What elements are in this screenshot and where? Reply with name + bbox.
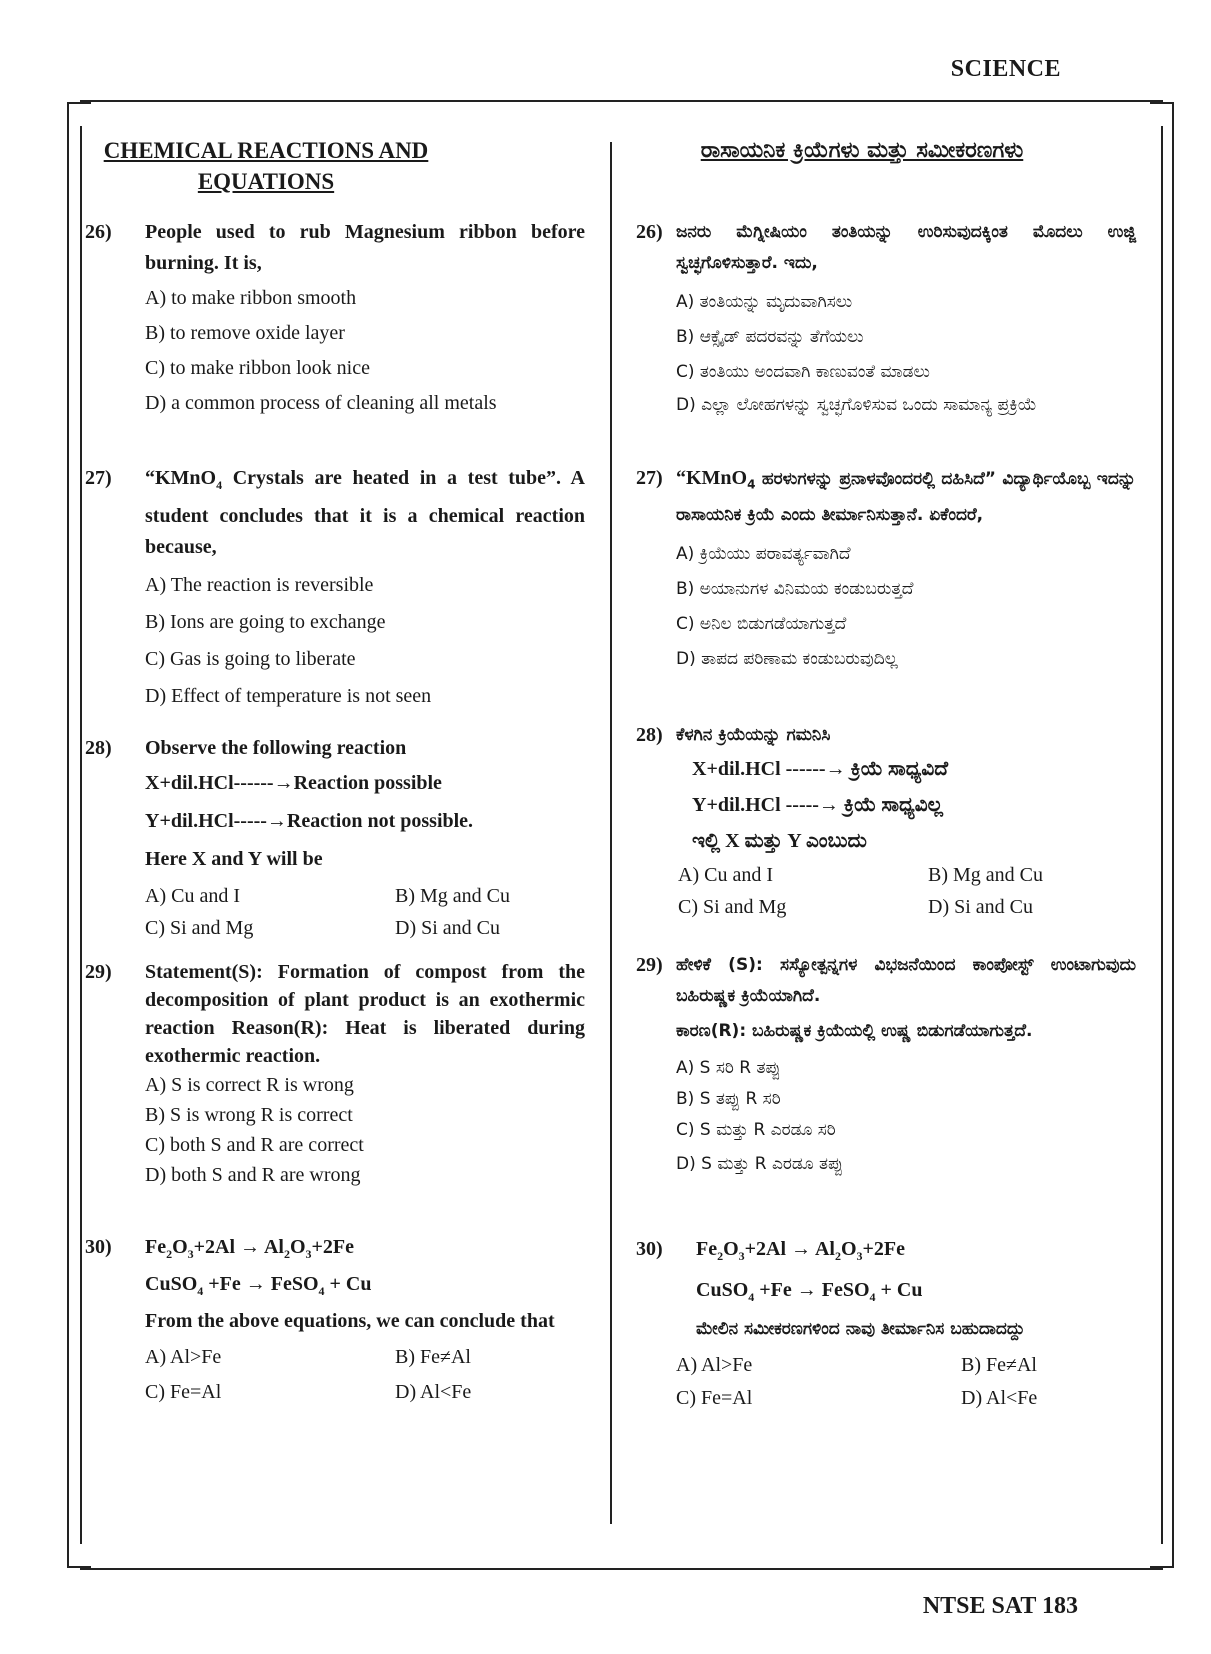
option-c[interactable]: C) both S and R are correct [145,1134,364,1156]
english-title: CHEMICAL REACTIONS AND EQUATIONS [103,138,429,194]
option-c[interactable]: C) S ಮತ್ತು R ಎರಡೂ ಸರಿ [676,1120,836,1140]
option-a[interactable]: A) ತಂತಿಯನ್ನು ಮೃದುವಾಗಿಸಲು [676,292,853,312]
question-prompt: From the above equations, we can conclude that [145,1310,555,1332]
reaction-line-2: Y+dil.HCl-----→Reaction not possible. [145,810,474,832]
option-b[interactable]: B) S is wrong R is correct [145,1104,353,1126]
option-b[interactable]: B) Ions are going to exchange [145,611,386,633]
option-a[interactable]: A) Al>Fe [676,1354,753,1376]
question-28: 28) Observe the following reaction X+dil.HCl------→Reaction possible Y+dil.HCl-----→Reaction not possible. Here X and Y will be A) Cu and I B) Mg and Cu C) Si and Mg D) Si and Cu [85,733,585,944]
option-d[interactable]: D) ಎಲ್ಲಾ ಲೋಹಗಳನ್ನು ಸ್ವಚ್ಛಗೊಳಿಸುವ ಒಂದು ಸಾಮಾನ್ಯ ಪ್ರಕ್ರಿಯೆ [676,395,1037,415]
equation-1: $Fe_2O_3+2Al \to Al_2O_3+2Fe$ [145,1236,355,1261]
equation-2: CuSO$_4$ +Fe → FeSO$_4$ + Cu [145,1273,372,1298]
question-28-kn: 28) ಕೆಳಗಿನ ಕ್ರಿಯೆಯನ್ನು ಗಮನಿಸಿ X+dil.HCl ------→ ಕ್ರಿಯೆ ಸಾಧ್ಯವಿದೆ Y+dil.HCl -----→ ಕ್ರಿಯೆ ಸಾಧ್ಯವಿಲ್ಲ ಇಲ್ಲಿ X ಮತ್ತು Y ಎಂಬುದು A) Cu and I B) Mg and Cu C) Si and Mg D) Si and Cu [636,720,1136,923]
option-d[interactable]: D) Si and Cu [395,917,500,939]
question-29-kn: 29) ಹೇಳಿಕೆ (S): ಸಸ್ಯೋತ್ಪನ್ನಗಳ ವಿಭಜನೆಯಿಂದ ಕಾಂಪೋಸ್ಟ್ ಉಂಟಾಗುವುದು ಬಹಿರುಷ್ಣಕ ಕ್ರಿಯೆಯಾಗಿದೆ. ಕಾರಣ(R): ಬಹಿರುಷ್ಣಕ ಕ್ರಿಯೆಯಲ್ಲಿ ಉಷ್ಣ ಬಿಡುಗಡೆಯಾಗುತ್ತದೆ. A) S ಸರಿ R ತಪ್ಪು B) S ತಪ್ಪು R ಸರಿ C) S ಮತ್ತು R ಎರಡೂ ಸರಿ D) S ಮತ್ತು R ಎರಡೂ ತಪ್ಪು [636,950,1136,1182]
option-a[interactable]: A) S is correct R is wrong [145,1074,354,1096]
option-d[interactable]: D) ತಾಪದ ಪರಿಣಾಮ ಕಂಡುಬರುವುದಿಲ್ಲ [676,649,898,670]
option-a[interactable]: A) ಕ್ರಿಯೆಯು ಪರಾವರ್ತ್ಯವಾಗಿದೆ [676,544,851,565]
option-a[interactable]: A) Cu and I [145,885,240,907]
question-stem: ಜನರು ಮೆಗ್ನೀಷಿಯಂ ತಂತಿಯನ್ನು ಉರಿಸುವುದಕ್ಕಿಂತ ಮೊದಲು ಉಜ್ಜಿ ಸ್ವಚ್ಛಗೊಳಿಸುತ್ತಾರೆ. ಇದು, [676,222,1136,273]
option-b[interactable]: B) to remove oxide layer [145,322,345,344]
option-c[interactable]: C) Si and Mg [145,917,254,939]
question-prompt: ಮೇಲಿನ ಸಮೀಕರಣಗಳಿಂದ ನಾವು ತೀರ್ಮಾನಿಸ ಬಹುದಾದದ್ದು [696,1319,1025,1339]
question-stem: ಕೆಳಗಿನ ಕ್ರಿಯೆಯನ್ನು ಗಮನಿಸಿ [676,725,831,745]
equation-2: CuSO$_4$ +Fe → FeSO$_4$ + Cu [696,1279,923,1304]
option-b[interactable]: B) ಆಕ್ಸೈಡ್ ಪದರವನ್ನು ತೆಗೆಯಲು [676,327,864,347]
option-a[interactable]: A) S ಸರಿ R ತಪ್ಪು [676,1058,781,1078]
option-c[interactable]: C) to make ribbon look nice [145,357,370,379]
question-prompt: ಇಲ್ಲಿ X ಮತ್ತು Y ಎಂಬುದು [692,830,867,852]
reaction-line-1: X+dil.HCl ------→ ಕ್ರಿಯೆ ಸಾಧ್ಯವಿದೆ [692,758,948,780]
option-b[interactable]: B) Mg and Cu [395,885,510,907]
question-29: 29) Statement(S): Formation of compost from the decomposition of plant product is an exothermic reaction Reason(R): Heat is liberated during exothermic reaction. A) S is correct R is wrong B) S is wrong R is correct C) both S and R are correct D) both S and R are wrong [85,958,585,1190]
option-a[interactable]: A) Cu and I [678,864,773,886]
option-c[interactable]: C) Fe=Al [676,1387,753,1409]
question-30-kn: 30) $Fe_2O_3+2Al \to Al_2O_3+2Fe$ CuSO$_4$ +Fe → FeSO$_4$ + Cu ಮೇಲಿನ ಸಮೀಕರಣಗಳಿಂದ ನಾವು ತೀರ್ಮಾನಿಸ ಬಹುದಾದದ್ದು A) Al>Fe B) Fe≠Al C) Fe=Al D) Al<Fe [636,1232,1136,1415]
question-stem: Observe the following reaction [145,737,407,759]
option-d[interactable]: D) both S and R are wrong [145,1164,361,1186]
question-stem: Statement(S): Formation of compost from the decomposition of plant product is an exothermic reaction Reason(R): Heat is liberated during exothermic reaction. [145,961,585,1067]
reaction-line-2: Y+dil.HCl -----→ ಕ್ರಿಯೆ ಸಾಧ್ಯವಿಲ್ಲ [692,794,943,816]
option-d[interactable]: D) Effect of temperature is not seen [145,685,432,707]
question-prompt: Here X and Y will be [145,848,323,870]
option-d[interactable]: D) Al<Fe [961,1387,1038,1409]
option-b[interactable]: B) S ತಪ್ಪು R ಸರಿ [676,1089,781,1109]
option-c[interactable]: C) Gas is going to liberate [145,648,356,670]
question-stem: People used to rub Magnesium ribbon before burning. It is, [145,221,585,274]
subject-header: SCIENCE [950,56,1061,82]
question-30: 30) $Fe_2O_3+2Al \to Al_2O_3+2Fe$ CuSO$_4$ +Fe → FeSO$_4$ + Cu From the above equations, we can conclude that A) Al>Fe B) Fe≠Al C) Fe=Al D) Al<Fe [85,1232,585,1410]
kannada-title: ರಾಸಾಯನಿಕ ಕ್ರಿಯೆಗಳು ಮತ್ತು ಸಮೀಕರಣಗಳು [700,138,1024,163]
question-stem: “KMnO$_4$ Crystals are heated in a test tube”. A student concludes that it is a chemical reaction because, [145,467,585,558]
option-c[interactable]: C) Si and Mg [678,896,787,918]
option-d[interactable]: D) Si and Cu [928,896,1033,918]
option-b[interactable]: B) ಅಯಾನುಗಳ ವಿನಿಮಯ ಕಂಡುಬರುತ್ತದೆ [676,579,914,600]
question-26: 26) People used to rub Magnesium ribbon before burning. It is, A) to make ribbon smooth B) to remove oxide layer C) to make ribbon look nice D) a common process of cleaning all metals [85,217,585,421]
option-c[interactable]: C) ತಂತಿಯು ಅಂದವಾಗಿ ಕಾಣುವಂತೆ ಮಾಡಲು [676,362,930,382]
option-c[interactable]: C) Fe=Al [145,1381,222,1403]
equation-1: $Fe_2O_3+2Al \to Al_2O_3+2Fe$ [696,1238,906,1263]
option-a[interactable]: A) to make ribbon smooth [145,287,357,309]
option-b[interactable]: B) Fe≠Al [961,1354,1037,1376]
option-c[interactable]: C) ಅನಿಲ ಬಿಡುಗಡೆಯಾಗುತ್ತದೆ [676,614,847,635]
reason-text: ಕಾರಣ(R): ಬಹಿರುಷ್ಣಕ ಕ್ರಿಯೆಯಲ್ಲಿ ಉಷ್ಣ ಬಿಡುಗಡೆಯಾಗುತ್ತದೆ. [676,1021,1033,1041]
question-stem: ಹೇಳಿಕೆ (S): ಸಸ್ಯೋತ್ಪನ್ನಗಳ ವಿಭಜನೆಯಿಂದ ಕಾಂಪೋಸ್ಟ್ ಉಂಟಾಗುವುದು ಬಹಿರುಷ್ಣಕ ಕ್ರಿಯೆಯಾಗಿದೆ. [676,955,1136,1006]
reaction-line-1: X+dil.HCl------→Reaction possible [145,772,442,794]
option-d[interactable]: D) Al<Fe [395,1381,472,1403]
option-b[interactable]: B) Fe≠Al [395,1346,471,1368]
column-divider [610,142,612,1524]
option-a[interactable]: A) Al>Fe [145,1346,222,1368]
kannada-column [636,135,1136,1409]
question-27: 27) “KMnO$_4$ Crystals are heated in a test tube”. A student concludes that it is a chemical reaction because, A) The reaction is reversible B) Ions are going to exchange C) Gas is going to liberate D) Effect of temperature is not seen [85,463,585,715]
question-stem: “KMnO$_4$ ಹರಳುಗಳನ್ನು ಪ್ರನಾಳವೊಂದರಲ್ಲಿ ದಹಿಸಿದೆ” ವಿದ್ಯಾರ್ಥಿಯೊಬ್ಬ ಇದನ್ನು ರಾಸಾಯನಿಕ ಕ್ರಿಯೆ ಎಂದು ತೀರ್ಮಾನಿಸುತ್ತಾನೆ. ಏಕೆಂದರೆ, [676,467,1136,526]
question-27-kn: 27) “KMnO$_4$ ಹರಳುಗಳನ್ನು ಪ್ರನಾಳವೊಂದರಲ್ಲಿ ದಹಿಸಿದೆ” ವಿದ್ಯಾರ್ಥಿಯೊಬ್ಬ ಇದನ್ನು ರಾಸಾಯನಿಕ ಕ್ರಿಯೆ ಎಂದು ತೀರ್ಮಾನಿಸುತ್ತಾನೆ. ಏಕೆಂದರೆ, A) ಕ್ರಿಯೆಯು ಪರಾವರ್ತ್ಯವಾಗಿದೆ B) ಅಯಾನುಗಳ ವಿನಿಮಯ ಕಂಡುಬರುತ್ತದೆ C) ಅನಿಲ ಬಿಡುಗಡೆಯಾಗುತ್ತದೆ D) ತಾಪದ ಪರಿಣಾಮ ಕಂಡುಬರುವುದಿಲ್ಲ [636,463,1136,677]
page-number: NTSE SAT 183 [922,1593,1078,1619]
option-d[interactable]: D) S ಮತ್ತು R ಎರಡೂ ತಪ್ಪು [676,1154,844,1174]
option-a[interactable]: A) The reaction is reversible [145,574,374,596]
question-26-kn: 26) ಜನರು ಮೆಗ್ನೀಷಿಯಂ ತಂತಿಯನ್ನು ಉರಿಸುವುದಕ್ಕಿಂತ ಮೊದಲು ಉಜ್ಜಿ ಸ್ವಚ್ಛಗೊಳಿಸುತ್ತಾರೆ. ಇದು, A) ತಂತಿಯನ್ನು ಮೃದುವಾಗಿಸಲು B) ಆಕ್ಸೈಡ್ ಪದರವನ್ನು ತೆಗೆಯಲು C) ತಂತಿಯು ಅಂದವಾಗಿ ಕಾಣುವಂತೆ ಮಾಡಲು D) ಎಲ್ಲಾ ಲೋಹಗಳನ್ನು ಸ್ವಚ್ಛಗೊಳಿಸುವ ಒಂದು ಸಾಮಾನ್ಯ ಪ್ರಕ್ರಿಯೆ [636,217,1136,420]
option-d[interactable]: D) a common process of cleaning all metals [145,392,497,414]
english-column [85,135,585,1403]
option-b[interactable]: B) Mg and Cu [928,864,1043,886]
